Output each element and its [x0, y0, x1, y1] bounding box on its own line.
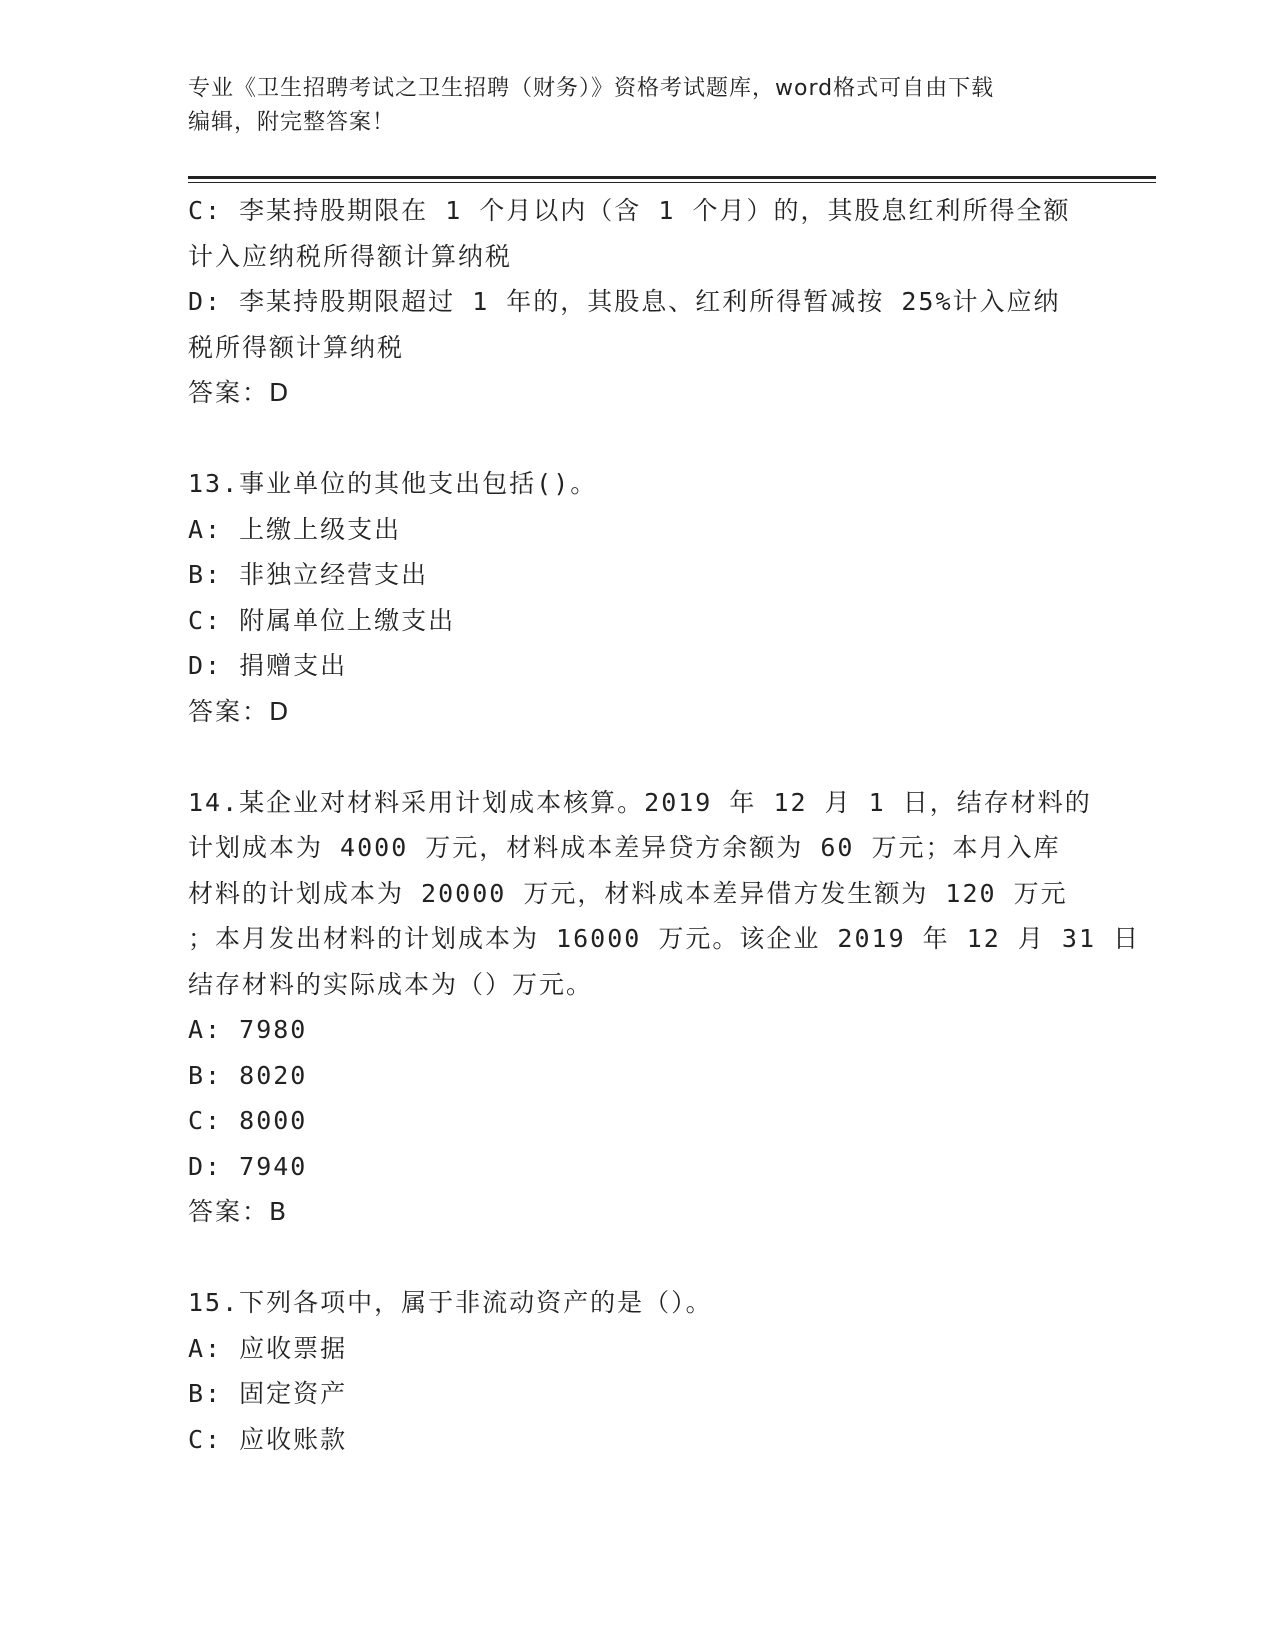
header-divider-thin [188, 182, 1156, 183]
header-divider-thick [188, 176, 1156, 179]
q14-stem-line-1: 14.某企业对材料采用计划成本核算。2019 年 12 月 1 日，结存材料的 [188, 787, 1092, 817]
q12-option-d-line-2: 税所得额计算纳税 [188, 332, 405, 362]
q14-stem-line-3: 材料的计划成本为 20000 万元，材料成本差异借方发生额为 120 万元 [188, 878, 1068, 908]
question-15 [188, 1280, 1088, 1462]
q12-option-c-line-2: 计入应纳税所得额计算纳税 [188, 241, 513, 271]
q12-answer: 答案：D [188, 378, 291, 407]
q13-stem: 13.事业单位的其他支出包括()。 [188, 469, 598, 498]
question-content [188, 188, 1141, 1462]
page-header [188, 72, 1068, 140]
question-14 [188, 780, 1141, 1235]
header-line-2: 编辑，附完整答案！ [188, 110, 396, 135]
q14-option-d: D: 7940 [188, 1151, 308, 1181]
q14-stem-line-2: 计划成本为 4000 万元，材料成本差异贷方余额为 60 万元；本月入库 [188, 833, 1061, 862]
q14-stem-line-5: 结存材料的实际成本为（）万元。 [188, 969, 594, 999]
q14-option-a: A: 7980 [188, 1015, 308, 1044]
q14-option-c: C: 8000 [188, 1106, 308, 1135]
q15-stem: 15.下列各项中，属于非流动资产的是（）。 [188, 1288, 713, 1317]
question-13 [188, 461, 1088, 734]
q14-stem-line-4: ；本月发出材料的计划成本为 16000 万元。该企业 2019 年 12 月 31 日 [188, 924, 1141, 953]
q13-option-b: B: 非独立经营支出 [188, 560, 429, 589]
q12-option-d-line-1: D: 李某持股期限超过 1 年的，其股息、红利所得暂减按 25%计入应纳 [188, 287, 1061, 316]
spacer [188, 734, 1088, 780]
spacer [188, 416, 1088, 462]
q13-option-d: D: 捐赠支出 [188, 651, 348, 680]
header-line-1: 专业《卫生招聘考试之卫生招聘（财务）》资格考试题库，word格式可自由下载 [188, 76, 995, 101]
question-12-continuation [188, 188, 1088, 416]
q15-option-b: B: 固定资产 [188, 1379, 348, 1408]
q15-option-a: A: 应收票据 [188, 1333, 348, 1363]
q15-option-c: C: 应收账款 [188, 1424, 348, 1454]
spacer [188, 1235, 1088, 1281]
q13-option-a: A: 上缴上级支出 [188, 514, 402, 544]
q12-option-c-line-1: C: 李某持股期限在 1 个月以内（含 1 个月）的，其股息红利所得全额 [188, 196, 1071, 225]
q13-answer: 答案：D [188, 696, 291, 726]
q14-option-b: B: 8020 [188, 1060, 308, 1090]
q14-answer: 答案：B [188, 1197, 289, 1226]
q13-option-c: C: 附属单位上缴支出 [188, 605, 456, 635]
